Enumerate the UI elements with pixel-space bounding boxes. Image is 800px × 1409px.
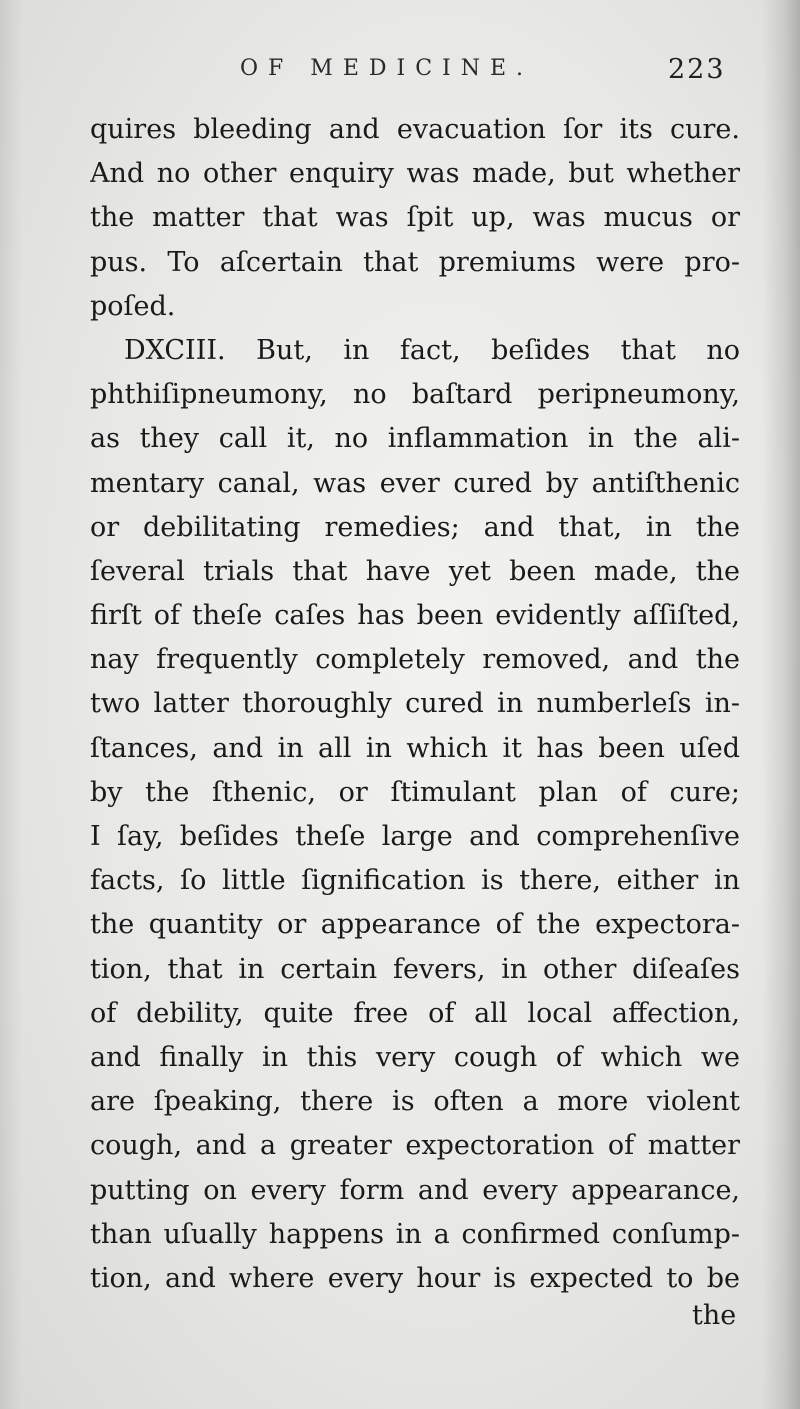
catchword: the (692, 1300, 737, 1331)
text-line: the quantity or appearance of the expectora- (90, 909, 740, 941)
text-line: by the ſthenic, or ſtimulant plan of cure; (90, 776, 740, 808)
text-line: and finally in this very cough of which we (90, 1041, 740, 1073)
text-line: ſtances, and in all in which it has been uſed (90, 732, 740, 764)
text-line: And no other enquiry was made, but whether (90, 158, 740, 190)
text-line: poſed. (90, 290, 176, 322)
text-line: quires bleeding and evacuation ſor its cure. (90, 114, 740, 145)
text-line: tion, that in certain fevers, in other diſeaſes (90, 953, 740, 985)
paragraph-start-line: DXCIII. But, in fact, beſides that no (124, 334, 740, 366)
body-text (90, 108, 740, 1301)
text-line: I ſay, beſides theſe large and comprehenſive (90, 821, 740, 852)
page-edge-shadow (762, 0, 800, 1409)
text-line: phthiſipneumony, no baſtard peripneumony, (90, 379, 740, 411)
text-line: two latter thoroughly cured in numberleſs in- (90, 688, 740, 720)
text-line: ſeveral trials that have yet been made, the (90, 555, 740, 587)
text-line: putting on every form and every appearance, (90, 1174, 740, 1206)
text-line: mentary canal, was ever cured by antiſthenic (90, 467, 740, 499)
gutter-shadow (0, 0, 22, 1409)
running-head: OF MEDICINE. (240, 56, 534, 81)
text-line: firſt of theſe caſes has been evidently aſſiſted, (90, 600, 740, 632)
text-line: pus. To aſcertain that premiums were pro- (90, 246, 740, 278)
text-line: facts, ſo little ſignification is there, either in (90, 865, 740, 897)
text-line: than uſually happens in a confirmed conſump- (90, 1218, 740, 1250)
text-line: nay frequently completely removed, and the (90, 644, 740, 676)
text-line: as they call it, no inflammation in the ali- (90, 423, 740, 455)
text-line: are ſpeaking, there is often a more violent (90, 1086, 740, 1118)
text-line: of debility, quite free of all local affection, (90, 997, 740, 1029)
text-line: or debilitating remedies; and that, in the (90, 511, 740, 543)
text-line: the matter that was ſpit up, was mucus or (90, 202, 740, 234)
text-line: tion, and where every hour is expected to be (90, 1262, 740, 1294)
page-number: 223 (668, 54, 726, 85)
text-line: cough, and a greater expectoration of matter (90, 1130, 740, 1162)
